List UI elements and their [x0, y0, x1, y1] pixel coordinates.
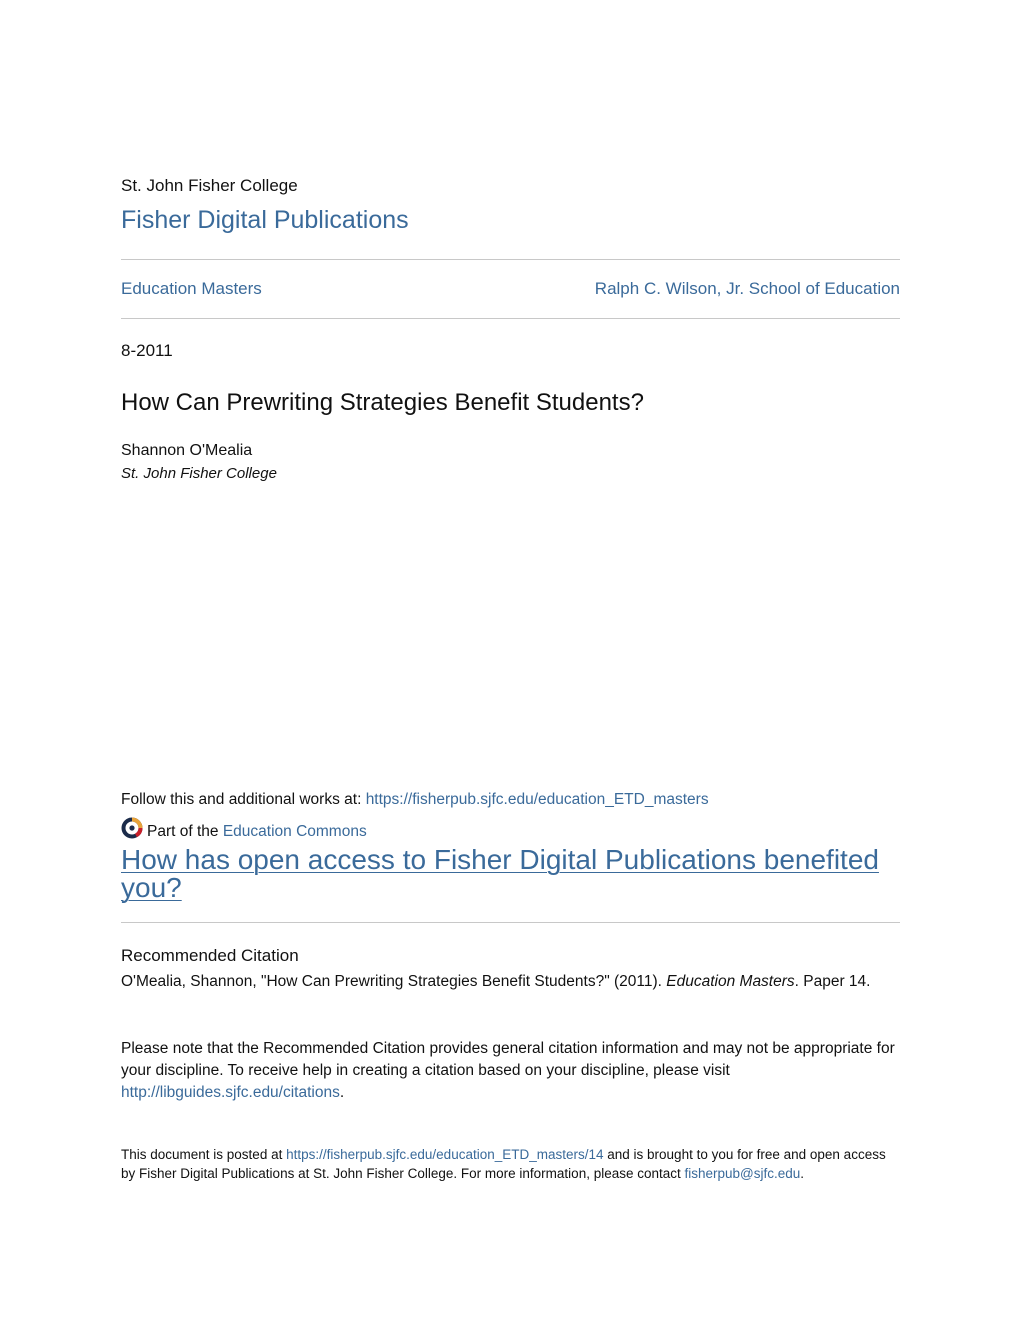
education-commons-link[interactable]: Education Commons [222, 823, 367, 840]
libguides-citations-link[interactable]: http://libguides.sjfc.edu/citations [121, 1084, 340, 1101]
author-name: Shannon O'Mealia [121, 442, 253, 459]
follow-line [121, 791, 709, 809]
posted-middle: and is brought to you for free and open access by Fisher Digital Publications at St. John Fisher College. For more information, please contact [121, 1147, 886, 1181]
posted-notice [121, 1145, 901, 1183]
open-access-feedback-link[interactable]: How has open access to Fisher Digital Publications benefited you? [121, 844, 879, 903]
citation-series: Education Masters [666, 973, 795, 990]
third-divider [121, 922, 900, 923]
part-of-line [121, 819, 367, 841]
top-divider [121, 259, 900, 260]
publication-date: 8-2011 [121, 341, 173, 360]
citation-note-end: . [339, 1084, 345, 1101]
series-link-education-masters[interactable]: Education Masters [121, 279, 262, 298]
institution-name: St. John Fisher College [121, 176, 298, 195]
network-commons-icon [121, 817, 143, 839]
follow-label: Follow this and additional works at: [121, 791, 366, 808]
part-of-label: Part of the [147, 823, 219, 840]
citation-text [121, 971, 901, 993]
citation-main: O'Mealia, Shannon, "How Can Prewriting Strategies Benefit Students?" (2011). [121, 973, 667, 990]
follow-url-link[interactable]: https://fisherpub.sjfc.edu/education_ETD_masters [365, 791, 709, 808]
recommended-citation-heading: Recommended Citation [121, 946, 299, 965]
repository-title-link[interactable]: Fisher Digital Publications [121, 206, 409, 234]
citation-note [121, 1038, 901, 1104]
author-affiliation: St. John Fisher College [121, 465, 277, 482]
posted-end: . [800, 1166, 805, 1181]
series-link-school-of-education[interactable]: Ralph C. Wilson, Jr. School of Education [594, 279, 900, 298]
second-divider [121, 318, 900, 319]
paper-title: How Can Prewriting Strategies Benefit Students? [121, 389, 644, 416]
document-url-link[interactable]: https://fisherpub.sjfc.edu/education_ETD_masters/14 [286, 1147, 604, 1162]
citation-note-text: Please note that the Recommended Citation provides general citation information and may not be appropriate for your discipline. To receive help in creating a citation based on your discipline, please visit [121, 1040, 895, 1079]
contact-email-link[interactable]: fisherpub@sjfc.edu [684, 1166, 801, 1181]
posted-before: This document is posted at [121, 1147, 287, 1162]
citation-end: . Paper 14. [794, 973, 871, 990]
